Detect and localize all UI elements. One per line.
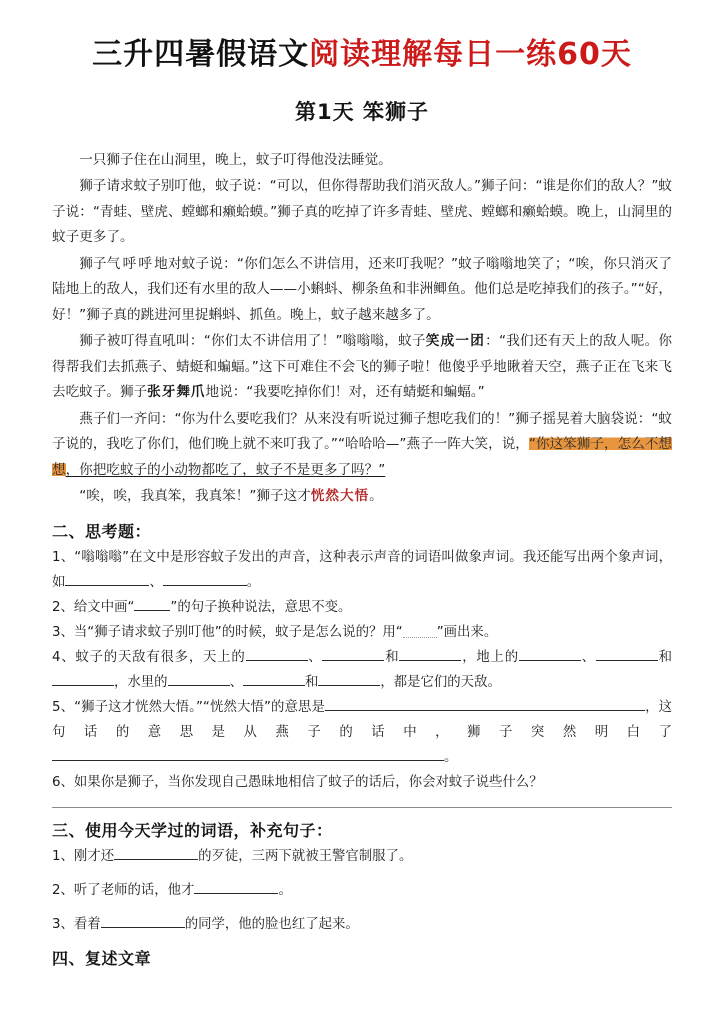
answer-blank[interactable] — [52, 671, 114, 686]
page-title — [52, 36, 672, 74]
paragraph-3 — [52, 252, 672, 329]
page-title-black: 三升四暑假语文 — [92, 37, 310, 72]
answer-blank[interactable] — [194, 879, 278, 894]
answer-blank[interactable] — [52, 746, 444, 761]
question-5-c: 。 — [444, 749, 458, 765]
answer-blank[interactable] — [596, 646, 658, 661]
question-6-text: 6、如果你是狮子，当你发现自己愚昧地相信了蚊子的话后，你会对蚊子说些什么？ — [52, 774, 543, 790]
question-2-a: 2、给文中画“ — [52, 599, 135, 615]
paragraph-4-c: 地说：“我要吃掉你们！对，还有蜻蜓和蝙蝠。” — [205, 384, 485, 400]
question-4-d: ，地上的 — [461, 649, 519, 665]
fill-question-3-b: 的同学，他的脸也红了起来。 — [184, 916, 359, 932]
answer-blank[interactable] — [246, 646, 308, 661]
section-heading-3: 三、使用今天学过的词语，补充句子： — [52, 820, 333, 840]
paragraph-2-text: 狮子请求蚊子别叮他，蚊子说：“可以，但你得帮助我们消灭敌人。”狮子问：“谁是你们的敌人？”蚊子说：“青蛙、壁虎、螳螂和癞蛤蟆。”狮子真的吃掉了许多青蛙、壁虎、螳螂和癞蛤蟆。晚上，山洞里的蚊子更多了。 — [52, 178, 672, 245]
fill-question-2 — [52, 878, 672, 903]
question-4-i: 和 — [304, 674, 319, 690]
question-3 — [52, 620, 672, 645]
question-4-a: 4、蚊子的天敌有很多，天上的 — [52, 649, 246, 665]
question-5-a: 5、“狮子这才恍然大悟。”“恍然大悟”的意思是 — [52, 699, 325, 715]
paragraph-3-post: 地对蚊子说：“你们怎么不讲信用，还来叮我呢？”蚊子嗡嗡地笑了；“唉，你只消灭了陆地上的敌人，我们还有水里的敌人——小蝌蚪、柳条鱼和非洲鲫鱼。他们总是吃掉我们的孩子。”“好，好！”狮子真的跳进河里捉蝌蚪、抓鱼。晚上，蚊子越来越多了。 — [52, 255, 673, 323]
question-4-h: 、 — [229, 674, 243, 690]
question-5 — [52, 695, 672, 770]
question-4-b: 、 — [307, 649, 323, 665]
fill-question-2-a: 2、听了老师的话，他才 — [52, 882, 195, 898]
fill-question-1-a: 1、刚才还 — [52, 848, 115, 864]
paragraph-1-text: 一只狮子住在山洞里，晚上，蚊子叮得他没法睡觉。 — [79, 151, 392, 168]
keyword-zhangyawuzhua: 张牙舞爪 — [147, 384, 206, 400]
keyword-huangrandawu: 恍然大悟 — [310, 488, 370, 504]
paragraph-1 — [52, 148, 672, 174]
question-4-g: ，水里的 — [114, 674, 168, 690]
section-heading-2: 二、思考题： — [52, 521, 152, 541]
question-6 — [52, 770, 672, 795]
question-4-f: 和 — [657, 649, 673, 665]
answer-blank[interactable] — [243, 671, 305, 686]
paragraph-4-b: ：“我们还有天上的敌人呢。你得帮我们去抓燕子、蜻蜓和蝙蝠。”这下可难住不会飞的狮子啦！他傻乎乎地瞅着天空，燕子正在飞来飞去吃蚊子。狮子 — [52, 333, 672, 400]
paragraph-3-pre: 狮子 — [79, 255, 107, 272]
paragraph-2 — [52, 174, 672, 251]
question-3-a: 3、当“狮子请求蚊子别叮他”的时候，蚊子是怎么说的？用“ — [52, 624, 403, 640]
answer-blank[interactable] — [163, 571, 247, 586]
question-4-e: 、 — [580, 649, 596, 665]
fill-question-3 — [52, 912, 672, 937]
question-1-c: 。 — [246, 574, 261, 590]
answer-blank[interactable] — [519, 646, 581, 661]
section-heading-4: 四、复述文章 — [52, 948, 152, 968]
question-4-j: ，都是它们的天敌。 — [380, 674, 501, 690]
answer-blank[interactable] — [399, 646, 461, 661]
section-2-questions — [52, 545, 672, 795]
answer-blank[interactable] — [114, 845, 198, 860]
question-1 — [52, 545, 672, 595]
page-title-red: 阅读理解每日一练60天 — [309, 37, 632, 72]
paragraph-6-a: “唉，唉，我真笨，我真笨！”狮子这才 — [79, 488, 311, 504]
inline-mark-blank — [134, 596, 170, 611]
paragraph-5-a: 燕子们一齐问：“你为什么要吃我们？从来没有听说过狮子想吃我们的！”狮子摇晃着大脑袋说：“蚊子说的，我吃了你们，他们晚上就不来叮我了。”“哈哈哈—”燕子一阵大笑，说， — [52, 410, 672, 452]
answer-blank[interactable] — [322, 646, 384, 661]
question-1-b: 、 — [149, 574, 163, 590]
question-2-b: ”的句子换种说法，意思不变。 — [170, 599, 352, 615]
highlighted-sentence: “你这笨狮子，怎么不想想 — [52, 436, 672, 478]
fill-question-2-b: 。 — [278, 882, 292, 898]
fill-question-3-a: 3、看着 — [52, 916, 101, 932]
lesson-subtitle: 第1天 笨狮子 — [295, 99, 429, 124]
question-5-b: ，这句话的意思是从燕子的话中，狮子突然明白了 — [52, 699, 672, 740]
answer-blank[interactable] — [318, 671, 380, 686]
section-3-questions — [52, 844, 672, 937]
article-body — [52, 148, 672, 510]
answer-blank[interactable] — [325, 696, 645, 711]
answer-blank[interactable] — [168, 671, 230, 686]
question-2 — [52, 595, 672, 620]
paragraph-5 — [52, 407, 672, 484]
paragraph-5-underlined: ，你把吃蚊子的小动物都吃了，蚊子不是更多了吗？” — [65, 461, 386, 478]
keyword-xiaochengyituan: 笑成一团 — [425, 333, 486, 349]
keyword-qihuhu: 气呼呼 — [106, 255, 155, 272]
section-divider — [52, 807, 672, 808]
fill-question-1-b: 的歹徒，三两下就被王警官制服了。 — [198, 848, 413, 864]
question-1-a: 1、“嗡嗡嗡”在文中是形容蚊子发出的声音，这种表示声音的词语叫做象声词。我还能写出两个象声词，如 — [52, 549, 672, 590]
paragraph-6-b: 。 — [369, 488, 383, 504]
question-4 — [52, 645, 672, 695]
answer-blank[interactable] — [65, 571, 149, 586]
wavy-mark-icon — [403, 625, 437, 638]
fill-question-1 — [52, 844, 672, 869]
paragraph-6 — [52, 484, 672, 510]
question-3-b: ”画出来。 — [436, 624, 498, 640]
question-4-c: 和 — [384, 649, 400, 665]
answer-blank[interactable] — [101, 913, 185, 928]
paragraph-4 — [52, 329, 672, 406]
paragraph-4-a: 狮子被叮得直吼叫：“你们太不讲信用了！”嗡嗡嗡，蚊子 — [79, 333, 426, 349]
